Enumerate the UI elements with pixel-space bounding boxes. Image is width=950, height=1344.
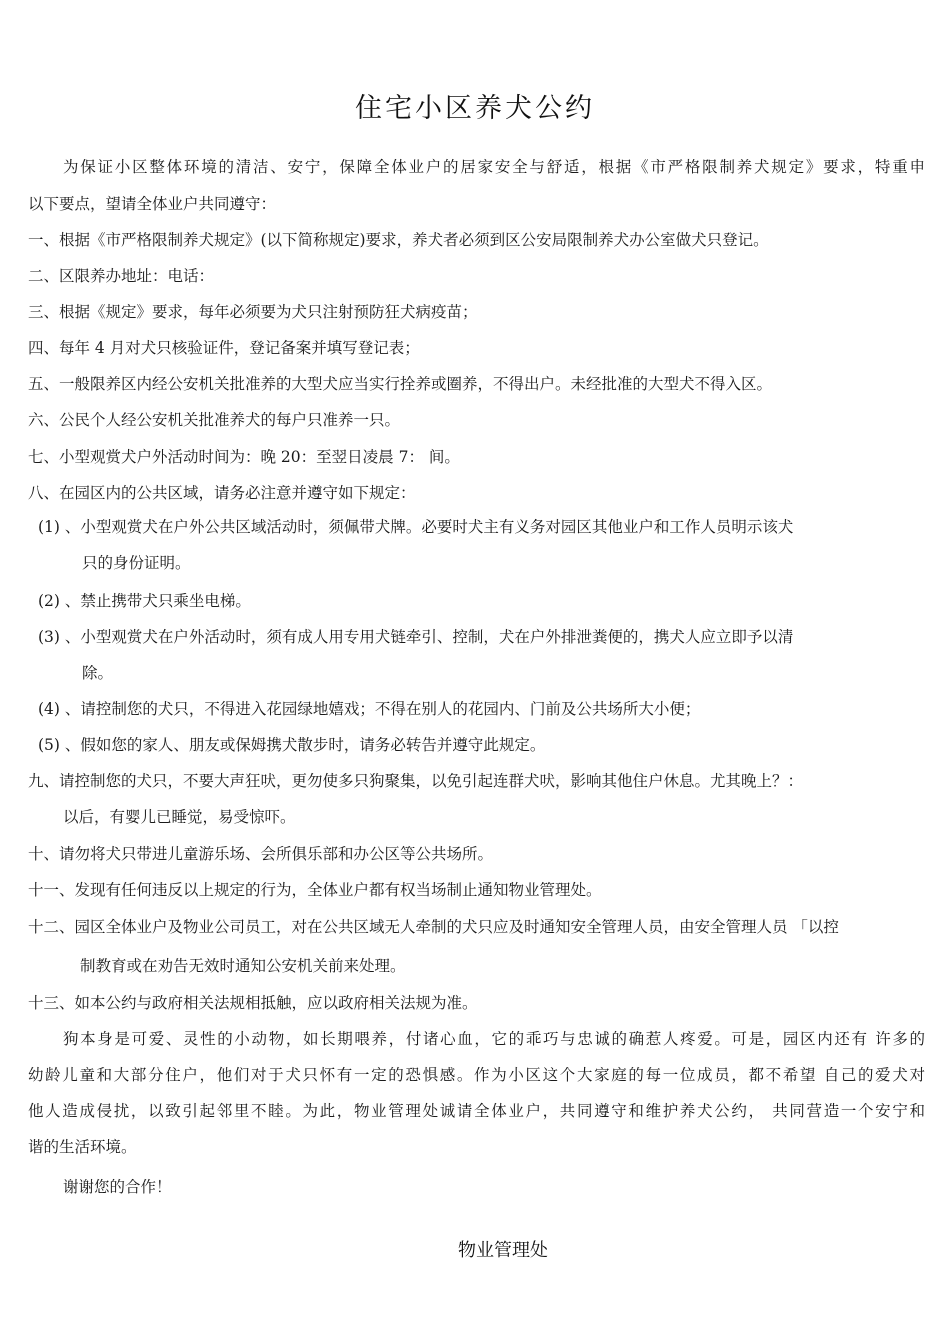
intro-line-1: 为保证小区整体环境的清洁、安宁，保障全体业户的居家安全与舒适，根据《市严格限制养犬规定》要求，特重申 bbox=[63, 158, 925, 176]
sub-rule-2: (2) 、禁止携带犬只乘坐电梯。 bbox=[38, 592, 251, 610]
rule-12: 十二、园区全体业户及物业公司员工，对在公共区域无人牵制的犬只应及时通知安全管理人员，由安全管理人员 「以控 bbox=[28, 918, 839, 936]
rule-10: 十、请勿将犬只带进儿童游乐场、会所俱乐部和办公区等公共场所。 bbox=[28, 845, 494, 863]
intro-line-2: 以下要点，望请全体业户共同遵守： bbox=[28, 195, 277, 213]
rule-7: 七、小型观赏犬户外活动时间为：晚 20：至翌日凌晨 7： 间。 bbox=[28, 448, 460, 466]
rule-8: 八、在园区内的公共区域，请务必注意并遵守如下规定： bbox=[28, 484, 416, 502]
document-title: 住宅小区养犬公约 bbox=[355, 93, 595, 124]
rule-11: 十一、发现有任何违反以上规定的行为，全体业户都有权当场制止通知物业管理处。 bbox=[28, 881, 602, 899]
closing-paragraph-line-4: 谐的生活环境。 bbox=[28, 1138, 137, 1156]
rule-3: 三、根据《规定》要求，每年必须要为犬只注射预防狂犬病疫苗； bbox=[28, 303, 478, 321]
sub-rule-3: (3) 、小型观赏犬在户外活动时，须有成人用专用犬链牵引、控制，犬在户外排泄粪便的，携犬人应立即予以清 bbox=[38, 628, 794, 646]
rule-5: 五、一般限养区内经公安机关批准养的大型犬应当实行拴养或圈养，不得出户。未经批准的大型犬不得入区。 bbox=[28, 375, 773, 393]
sub-rule-4: (4) 、请控制您的犬只，不得进入花园绿地嬉戏；不得在别人的花园内、门前及公共场所大小便； bbox=[38, 700, 701, 718]
rule-2: 二、区限养办地址：电话： bbox=[28, 267, 215, 285]
rule-1: 一、根据《市严格限制养犬规定》(以下简称规定)要求，养犬者必须到区公安局限制养犬办公室做犬只登记。 bbox=[28, 231, 769, 249]
sub-rule-3-cont: 除。 bbox=[82, 664, 114, 682]
signature: 物业管理处 bbox=[458, 1240, 548, 1261]
closing-paragraph-line-1: 狗本身是可爱、灵性的小动物，如长期喂养，付诸心血，它的乖巧与忠诚的确惹人疼爱。可是，园区内还有 许多的 bbox=[63, 1030, 925, 1048]
thanks-line: 谢谢您的合作！ bbox=[63, 1178, 172, 1196]
rule-13: 十三、如本公约与政府相关法规相抵触，应以政府相关法规为准。 bbox=[28, 994, 478, 1012]
rule-9: 九、请控制您的犬只，不要大声狂吠，更勿使多只狗聚集，以免引起连群犬吠，影响其他住户休息。尤其晚上？： bbox=[28, 772, 804, 790]
closing-paragraph-line-3: 他人造成侵扰，以致引起邻里不睦。为此，物业管理处诚请全体业户，共同遵守和维护养犬公约， 共同营造一个安宁和 bbox=[28, 1102, 925, 1120]
sub-rule-1-cont: 只的身份证明。 bbox=[82, 554, 191, 572]
rule-4: 四、每年 4 月对犬只核验证件，登记备案并填写登记表； bbox=[28, 339, 420, 357]
closing-paragraph-line-2: 幼龄儿童和大部分住户，他们对于犬只怀有一定的恐惧感。作为小区这个大家庭的每一位成员，都不希望 自己的爱犬对 bbox=[28, 1066, 925, 1084]
rule-6: 六、公民个人经公安机关批准养犬的每户只准养一只。 bbox=[28, 411, 401, 429]
sub-rule-1: (1) 、小型观赏犬在户外公共区域活动时，须佩带犬牌。必要时犬主有义务对园区其他业户和工作人员明示该犬 bbox=[38, 518, 794, 536]
sub-rule-5: (5) 、假如您的家人、朋友或保姆携犬散步时，请务必转告并遵守此规定。 bbox=[38, 736, 546, 754]
rule-9-cont: 以后，有婴儿已睡觉，易受惊吓。 bbox=[63, 808, 296, 826]
rule-12-cont: 制教育或在劝告无效时通知公安机关前来处理。 bbox=[80, 957, 406, 975]
